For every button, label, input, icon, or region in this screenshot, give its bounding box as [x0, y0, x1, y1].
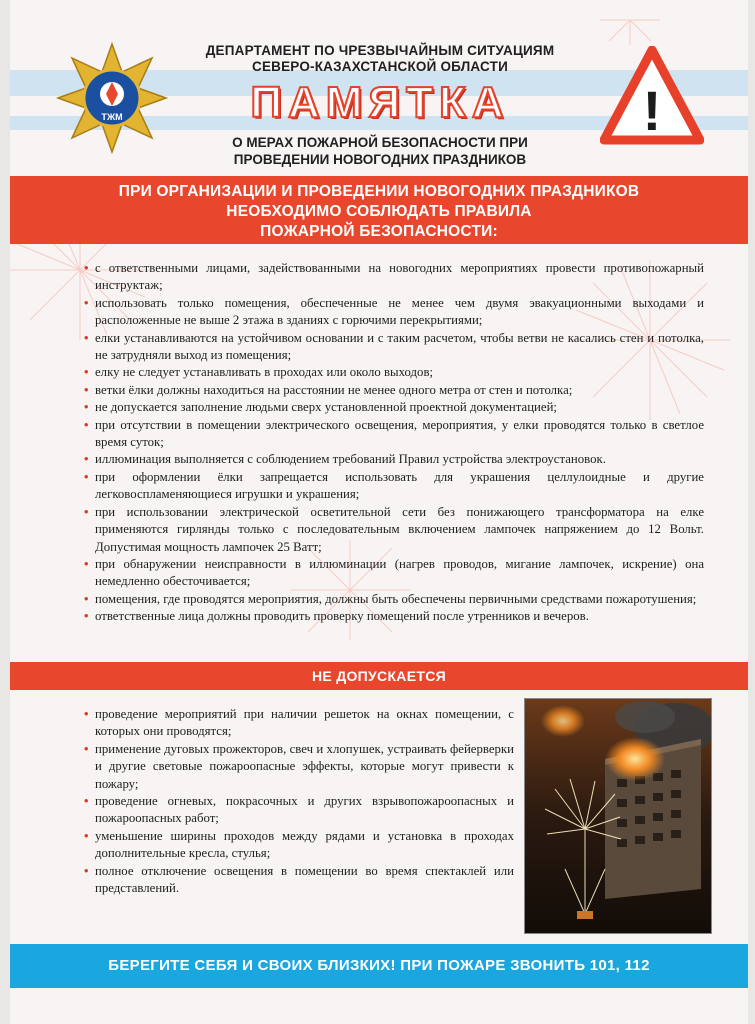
list-item: • с ответственными лицами, задействованными на новогодних мероприятиях провести противопожарный инструктаж; [84, 260, 704, 295]
list-item: • применение дуговых прожекторов, свеч и хлопушек, устраивать фейерверки и другие световые пожароопасные эффекты, которые могут привести к пожару; [84, 741, 514, 793]
subtitle-line-1: О МЕРАХ ПОЖАРНОЙ БЕЗОПАСНОСТИ ПРИ [232, 135, 528, 150]
list-item: • при обнаружении неисправности в иллюминации (нагрев проводов, мигание лампочек, искрение) она немедленно обесточивается; [84, 556, 704, 591]
rules-heading-line-1: ПРИ ОРГАНИЗАЦИИ И ПРОВЕДЕНИИ НОВОГОДНИХ ПРАЗДНИКОВ [118, 183, 640, 200]
warning-triangle-icon [600, 46, 704, 146]
department-line-1: ДЕПАРТАМЕНТ ПО ЧРЕЗВЫЧАЙНЫМ СИТУАЦИЯМ [205, 43, 555, 58]
subtitle-line-2: ПРОВЕДЕНИИ НОВОГОДНИХ ПРАЗДНИКОВ [233, 152, 527, 167]
list-item: • иллюминация выполняется с соблюдением требований Правил устройства электроустановок. [84, 451, 704, 468]
list-item: • ответственные лица должны проводить проверку помещений после утренников и вечеров. [84, 608, 704, 625]
rules-list [84, 260, 704, 626]
list-item: • елку не следует устанавливать в проходах или около выходов; [84, 364, 704, 381]
page-title: ПАМЯТКА [250, 78, 510, 127]
prohibited-list [84, 706, 514, 897]
list-item: • уменьшение ширины проходов между рядами и установка в проходах дополнительные кресла, стулья; [84, 828, 514, 863]
list-item: • при отсутствии в помещении электрического освещения, мероприятия, у елки проводятся только в светлое время суток; [84, 417, 704, 452]
list-item: • при оформлении ёлки запрещается использовать для украшения целлулоидные и другие легковоспламеняющиеся игрушки и украшения; [84, 469, 704, 504]
list-item: • не допускается заполнение людьми сверх установленной проектной документацией; [84, 399, 704, 416]
list-item: • помещения, где проводятся мероприятия, должны быть обеспечены первичными средствами пожаротушения; [84, 591, 704, 608]
list-item: • при использовании электрической осветительной сети без понижающего трансформатора на елке применяются гирлянды только с последовательным включением лампочек напряжением до 12 Вольт. Допустимая мощность лампочек 25 Ватт; [84, 504, 704, 556]
list-item: • полное отключение освещения в помещении во время спектаклей или представлений. [84, 863, 514, 898]
poster [10, 0, 748, 1024]
list-item: • елки устанавливаются на устойчивом основании и с таким расчетом, чтобы ветви не касались стен и потолка, не затрудняли выход из помещения; [84, 330, 704, 365]
emblem-text: ТЖМ [101, 112, 123, 122]
footer-banner: БЕРЕГИТЕ СЕБЯ И СВОИХ БЛИЗКИХ! ПРИ ПОЖАРЕ ЗВОНИТЬ 101, 112 [10, 944, 748, 988]
emergency-emblem-icon [56, 42, 168, 154]
list-item: • проведение мероприятий при наличии решеток на окнах помещении, с которых они проводятся; [84, 706, 514, 741]
building-fire-photo [524, 698, 712, 934]
department-line-2: СЕВЕРО-КАЗАХСТАНСКОЙ ОБЛАСТИ [252, 59, 508, 74]
department-name [160, 43, 600, 75]
list-item: • проведение огневых, покрасочных и других взрывопожароопасных и пожароопасных работ; [84, 793, 514, 828]
page-subtitle [160, 134, 600, 168]
rules-heading [10, 176, 748, 244]
rules-heading-line-2: НЕОБХОДИМО СОБЛЮДАТЬ ПРАВИЛА [226, 203, 532, 220]
prohibited-heading: НЕ ДОПУСКАЕТСЯ [10, 662, 748, 690]
warning-symbol: ! [642, 79, 662, 142]
rules-heading-line-3: ПОЖАРНОЙ БЕЗОПАСНОСТИ: [260, 223, 498, 240]
list-item: • ветки ёлки должны находиться на расстоянии не менее одного метра от стен и потолка; [84, 382, 704, 399]
list-item: • использовать только помещения, обеспеченные не менее чем двумя эвакуационными выходами и расположенные не выше 2 этажа в зданиях с горючими перекрытиями; [84, 295, 704, 330]
